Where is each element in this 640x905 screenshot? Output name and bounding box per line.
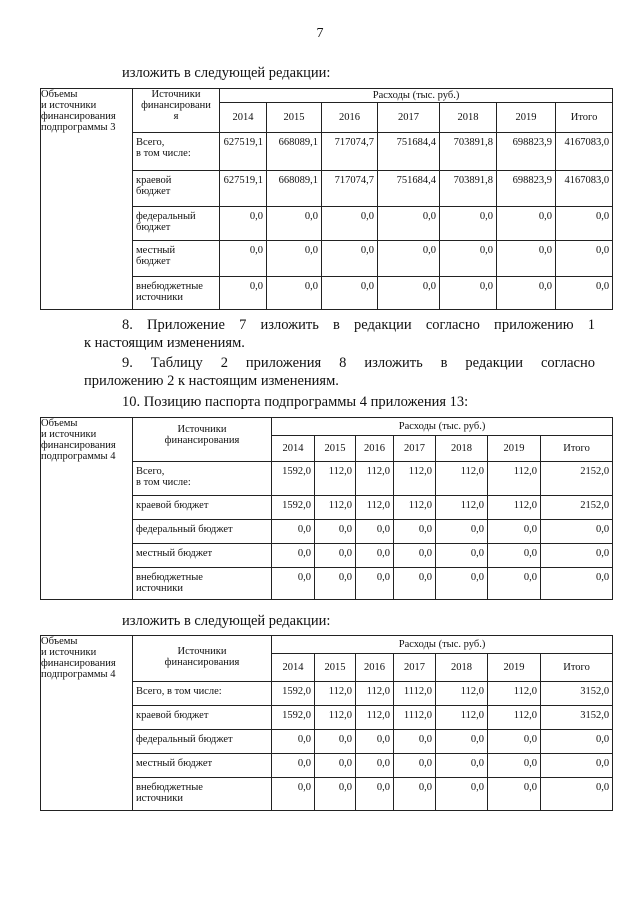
cell-value: 1592,0 xyxy=(272,682,315,706)
cell-value: 3152,0 xyxy=(541,706,613,730)
cell-value: 0,0 xyxy=(356,544,394,568)
cell-value: 0,0 xyxy=(267,207,322,241)
row-label: краевой бюджет xyxy=(133,171,220,207)
cell-value: 751684,4 xyxy=(378,133,440,171)
financing-table-1 xyxy=(40,88,613,310)
cell-value: 0,0 xyxy=(356,754,394,778)
paragraph-9: 9. Таблицу 2 приложения 8 изложить в редакции согласно xyxy=(122,355,595,371)
row-label: внебюджетные источники xyxy=(133,568,272,600)
cell-value: 0,0 xyxy=(488,544,541,568)
cell-value: 0,0 xyxy=(378,241,440,277)
row-label: внебюджетные источники xyxy=(133,277,220,310)
paragraph-9-continuation: приложению 2 к настоящим изменениям. xyxy=(84,373,339,389)
year-header: 2018 xyxy=(436,654,488,682)
year-header: 2017 xyxy=(394,436,436,462)
year-header: 2016 xyxy=(356,654,394,682)
cell-value: 0,0 xyxy=(356,568,394,600)
cell-value: 0,0 xyxy=(356,730,394,754)
cell-value: 0,0 xyxy=(541,544,613,568)
cell-value: 112,0 xyxy=(436,496,488,520)
cell-value: 112,0 xyxy=(436,682,488,706)
cell-value: 112,0 xyxy=(315,496,356,520)
cell-value: 668089,1 xyxy=(267,133,322,171)
cell-value: 0,0 xyxy=(488,568,541,600)
cell-value: 112,0 xyxy=(488,682,541,706)
cell-value: 0,0 xyxy=(272,544,315,568)
year-header: 2015 xyxy=(267,103,322,133)
expenses-header: Расходы (тыс. руб.) xyxy=(272,418,613,436)
cell-value: 112,0 xyxy=(315,462,356,496)
cell-value: 0,0 xyxy=(436,754,488,778)
total-header: Итого xyxy=(541,436,613,462)
cell-value: 0,0 xyxy=(315,520,356,544)
cell-value: 0,0 xyxy=(541,754,613,778)
cell-value: 112,0 xyxy=(436,706,488,730)
year-header: 2018 xyxy=(440,103,497,133)
cell-value: 0,0 xyxy=(220,207,267,241)
table-label: Объемы и источники финансирования подпрограммы 4 xyxy=(41,418,133,600)
cell-value: 112,0 xyxy=(488,496,541,520)
cell-value: 698823,9 xyxy=(497,171,556,207)
cell-value: 0,0 xyxy=(488,730,541,754)
cell-value: 0,0 xyxy=(488,754,541,778)
cell-value: 112,0 xyxy=(394,496,436,520)
expenses-header: Расходы (тыс. руб.) xyxy=(220,89,613,103)
cell-value: 751684,4 xyxy=(378,171,440,207)
cell-value: 703891,8 xyxy=(440,171,497,207)
year-header: 2014 xyxy=(272,654,315,682)
cell-value: 627519,1 xyxy=(220,171,267,207)
cell-value: 698823,9 xyxy=(497,133,556,171)
year-header: 2017 xyxy=(394,654,436,682)
cell-value: 668089,1 xyxy=(267,171,322,207)
paragraph-10: 10. Позицию паспорта подпрограммы 4 приложения 13: xyxy=(122,394,469,410)
cell-value: 1592,0 xyxy=(272,496,315,520)
cell-value: 0,0 xyxy=(394,544,436,568)
row-label: федеральный бюджет xyxy=(133,207,220,241)
financing-table-3 xyxy=(40,635,613,811)
cell-value: 627519,1 xyxy=(220,133,267,171)
cell-value: 0,0 xyxy=(497,207,556,241)
sources-header: Источники финансирования xyxy=(133,636,272,682)
cell-value: 0,0 xyxy=(378,207,440,241)
row-label: местный бюджет xyxy=(133,241,220,277)
cell-value: 0,0 xyxy=(394,778,436,811)
cell-value: 112,0 xyxy=(436,462,488,496)
cell-value: 0,0 xyxy=(394,568,436,600)
year-header: 2019 xyxy=(497,103,556,133)
cell-value: 0,0 xyxy=(436,778,488,811)
row-label: краевой бюджет xyxy=(133,706,272,730)
cell-value: 0,0 xyxy=(541,778,613,811)
year-header: 2016 xyxy=(356,436,394,462)
cell-value: 0,0 xyxy=(541,730,613,754)
year-header: 2017 xyxy=(378,103,440,133)
year-header: 2015 xyxy=(315,436,356,462)
cell-value: 112,0 xyxy=(394,462,436,496)
cell-value: 0,0 xyxy=(440,241,497,277)
cell-value: 0,0 xyxy=(272,520,315,544)
cell-value: 0,0 xyxy=(541,568,613,600)
cell-value: 112,0 xyxy=(356,496,394,520)
cell-value: 0,0 xyxy=(272,568,315,600)
cell-value: 0,0 xyxy=(394,754,436,778)
cell-value: 1112,0 xyxy=(394,682,436,706)
cell-value: 0,0 xyxy=(272,754,315,778)
cell-value: 0,0 xyxy=(436,730,488,754)
cell-value: 0,0 xyxy=(436,544,488,568)
cell-value: 0,0 xyxy=(220,241,267,277)
cell-value: 0,0 xyxy=(497,241,556,277)
intro-paragraph-2: изложить в следующей редакции: xyxy=(122,613,331,629)
row-label: федеральный бюджет xyxy=(133,730,272,754)
cell-value: 1112,0 xyxy=(394,706,436,730)
cell-value: 0,0 xyxy=(440,277,497,310)
cell-value: 0,0 xyxy=(315,568,356,600)
year-header: 2014 xyxy=(220,103,267,133)
cell-value: 0,0 xyxy=(394,520,436,544)
row-label: краевой бюджет xyxy=(133,496,272,520)
cell-value: 0,0 xyxy=(440,207,497,241)
year-header: 2015 xyxy=(315,654,356,682)
cell-value: 717074,7 xyxy=(322,133,378,171)
row-label: Всего, в том числе: xyxy=(133,133,220,171)
cell-value: 0,0 xyxy=(322,207,378,241)
cell-value: 0,0 xyxy=(315,754,356,778)
row-label: местный бюджет xyxy=(133,754,272,778)
cell-value: 0,0 xyxy=(322,241,378,277)
cell-value: 0,0 xyxy=(315,778,356,811)
cell-value: 112,0 xyxy=(488,462,541,496)
cell-value: 0,0 xyxy=(556,277,613,310)
cell-value: 0,0 xyxy=(488,778,541,811)
cell-value: 0,0 xyxy=(322,277,378,310)
cell-value: 112,0 xyxy=(356,682,394,706)
cell-value: 4167083,0 xyxy=(556,171,613,207)
cell-value: 112,0 xyxy=(488,706,541,730)
cell-value: 0,0 xyxy=(556,241,613,277)
year-header: 2019 xyxy=(488,436,541,462)
cell-value: 0,0 xyxy=(394,730,436,754)
table-label: Объемы и источники финансирования подпрограммы 3 xyxy=(41,89,133,310)
cell-value: 0,0 xyxy=(436,568,488,600)
cell-value: 112,0 xyxy=(356,462,394,496)
total-header: Итого xyxy=(541,654,613,682)
cell-value: 0,0 xyxy=(356,520,394,544)
table-label: Объемы и источники финансирования подпрограммы 4 xyxy=(41,636,133,811)
cell-value: 0,0 xyxy=(315,730,356,754)
row-label: внебюджетные источники xyxy=(133,778,272,811)
page-number: 7 xyxy=(316,26,324,41)
cell-value: 2152,0 xyxy=(541,462,613,496)
year-header: 2018 xyxy=(436,436,488,462)
cell-value: 0,0 xyxy=(272,730,315,754)
sources-header: Источники финансировани я xyxy=(133,89,220,133)
sources-header: Источники финансирования xyxy=(133,418,272,462)
cell-value: 2152,0 xyxy=(541,496,613,520)
expenses-header: Расходы (тыс. руб.) xyxy=(272,636,613,654)
cell-value: 1592,0 xyxy=(272,462,315,496)
cell-value: 0,0 xyxy=(267,241,322,277)
cell-value: 0,0 xyxy=(488,520,541,544)
cell-value: 0,0 xyxy=(220,277,267,310)
row-label: Всего, в том числе: xyxy=(133,462,272,496)
year-header: 2014 xyxy=(272,436,315,462)
cell-value: 0,0 xyxy=(356,778,394,811)
cell-value: 0,0 xyxy=(315,544,356,568)
cell-value: 112,0 xyxy=(315,706,356,730)
cell-value: 0,0 xyxy=(541,520,613,544)
year-header: 2019 xyxy=(488,654,541,682)
cell-value: 112,0 xyxy=(356,706,394,730)
cell-value: 0,0 xyxy=(497,277,556,310)
cell-value: 112,0 xyxy=(315,682,356,706)
row-label: местный бюджет xyxy=(133,544,272,568)
financing-table-2 xyxy=(40,417,613,600)
cell-value: 1592,0 xyxy=(272,706,315,730)
total-header: Итого xyxy=(556,103,613,133)
cell-value: 0,0 xyxy=(272,778,315,811)
cell-value: 3152,0 xyxy=(541,682,613,706)
paragraph-8: 8. Приложение 7 изложить в редакции согласно приложению 1 xyxy=(122,317,595,333)
row-label: федеральный бюджет xyxy=(133,520,272,544)
row-label: Всего, в том числе: xyxy=(133,682,272,706)
cell-value: 0,0 xyxy=(556,207,613,241)
cell-value: 0,0 xyxy=(378,277,440,310)
intro-paragraph-1: изложить в следующей редакции: xyxy=(122,65,331,81)
cell-value: 0,0 xyxy=(436,520,488,544)
paragraph-8-continuation: к настоящим изменениям. xyxy=(84,335,245,351)
year-header: 2016 xyxy=(322,103,378,133)
cell-value: 703891,8 xyxy=(440,133,497,171)
cell-value: 0,0 xyxy=(267,277,322,310)
cell-value: 717074,7 xyxy=(322,171,378,207)
cell-value: 4167083,0 xyxy=(556,133,613,171)
